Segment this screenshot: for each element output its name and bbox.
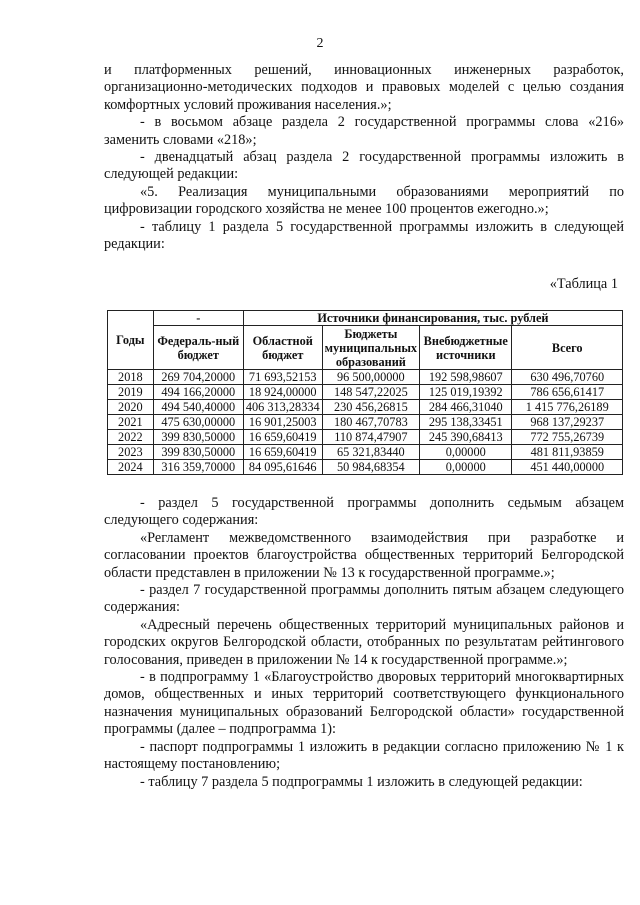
year-cell: 2024 (108, 460, 154, 475)
financing-table (107, 310, 623, 475)
value-cell: 772 755,26739 (512, 430, 623, 445)
paragraph: - паспорт подпрограммы 1 изложить в редакции согласно приложению № 1 к настоящему постановлению; (104, 738, 624, 773)
column-header: Федераль-ный бюджет (153, 326, 243, 370)
column-header: Всего (512, 326, 623, 370)
year-cell: 2020 (108, 400, 154, 415)
value-cell: 110 874,47907 (322, 430, 419, 445)
page-number: 2 (316, 36, 324, 51)
value-cell: 1 415 776,26189 (512, 400, 623, 415)
value-cell: 16 901,25003 (243, 415, 322, 430)
column-header: Областной бюджет (243, 326, 322, 370)
value-cell: 50 984,68354 (322, 460, 419, 475)
paragraph: «Регламент межведомственного взаимодействия при разработке и согласовании проектов благоустройства общественных территорий Белгородской области представлен в приложении № 13 к государственной программе.»; (104, 529, 624, 581)
year-cell: 2023 (108, 445, 154, 460)
value-cell: 295 138,33451 (420, 415, 512, 430)
table-row (108, 400, 623, 415)
paragraph: - таблицу 7 раздела 5 подпрограммы 1 изложить в следующей редакции: (140, 773, 583, 790)
paragraph: - раздел 5 государственной программы дополнить седьмым абзацем следующего содержания: (104, 495, 624, 529)
value-cell: 71 693,52153 (243, 370, 322, 385)
value-cell: 125 019,19392 (420, 385, 512, 400)
value-cell: 0,00000 (420, 460, 512, 475)
table-row (108, 415, 623, 430)
value-cell: 316 359,70000 (153, 460, 243, 475)
value-cell: 406 313,28334 (243, 400, 322, 415)
table-row (108, 385, 623, 400)
value-cell: 630 496,70760 (512, 370, 623, 385)
value-cell: 230 456,26815 (322, 400, 419, 415)
table-row (108, 370, 623, 385)
value-cell: 475 630,00000 (153, 415, 243, 430)
value-cell: 16 659,60419 (243, 445, 322, 460)
paragraph: и платформенных решений, инновационных инженерных разработок, организационно-методических подходов и правовых моделей с целью создания комфортных условий проживания населения.»; (104, 62, 624, 113)
value-cell: 96 500,00000 (322, 370, 419, 385)
column-header: Внебюджетные источники (420, 326, 512, 370)
column-header: Бюджеты муниципальных образований (322, 326, 419, 370)
paragraph: - в подпрограмму 1 «Благоустройство дворовых территорий многоквартирных домов, общественных и иных территорий соответствующего функционального назначения муниципальных образований Белгородской области» государственной программы (далее – подпрограмма 1): (104, 669, 624, 738)
header-group: Источники финансирования, тыс. рублей (243, 311, 622, 326)
value-cell: 84 095,61646 (243, 460, 322, 475)
year-cell: 2018 (108, 370, 154, 385)
table-caption: «Таблица 1 (549, 276, 618, 292)
value-cell: 399 830,50000 (153, 445, 243, 460)
year-cell: 2022 (108, 430, 154, 445)
paragraph: «Адресный перечень общественных территорий муниципальных районов и городских округов Белгородской области, отобранных по результатам рейтингового голосования, приведен в приложении № 14 к государственной программе.»; (104, 616, 624, 668)
paragraph: - двенадцатый абзац раздела 2 государственной программы изложить в следующей редакции: (104, 149, 624, 183)
text-block-top (104, 62, 624, 253)
value-cell: 16 659,60419 (243, 430, 322, 445)
value-cell: 399 830,50000 (153, 430, 243, 445)
value-cell: 18 924,00000 (243, 385, 322, 400)
year-cell: 2019 (108, 385, 154, 400)
header-years: Годы (108, 311, 154, 370)
value-cell: 0,00000 (420, 445, 512, 460)
table-row (108, 460, 623, 475)
value-cell: 451 440,00000 (512, 460, 623, 475)
paragraph: - в восьмом абзаце раздела 2 государственной программы слова «216» заменить словами «218»; (104, 114, 624, 148)
value-cell: 481 811,93859 (512, 445, 623, 460)
value-cell: 180 467,70783 (322, 415, 419, 430)
table-header-row (108, 326, 623, 370)
paragraph: «5. Реализация муниципальными образованиями мероприятий по цифровизации городского хозяйства не менее 100 процентов ежегодно.»; (104, 183, 624, 218)
table-header-row (108, 311, 623, 326)
value-cell: 65 321,83440 (322, 445, 419, 460)
value-cell: 494 166,20000 (153, 385, 243, 400)
year-cell: 2021 (108, 415, 154, 430)
table-row (108, 430, 623, 445)
paragraph: - таблицу 1 раздела 5 государственной программы изложить в следующей редакции: (104, 218, 624, 253)
value-cell: 192 598,98607 (420, 370, 512, 385)
value-cell: 968 137,29237 (512, 415, 623, 430)
value-cell: 284 466,31040 (420, 400, 512, 415)
value-cell: 245 390,68413 (420, 430, 512, 445)
value-cell: 494 540,40000 (153, 400, 243, 415)
value-cell: 786 656,61417 (512, 385, 623, 400)
table-row (108, 445, 623, 460)
header-dash: - (153, 311, 243, 326)
value-cell: 148 547,22025 (322, 385, 419, 400)
text-block-bottom (104, 495, 624, 791)
paragraph: - раздел 7 государственной программы дополнить пятым абзацем следующего содержания: (104, 582, 624, 616)
value-cell: 269 704,20000 (153, 370, 243, 385)
